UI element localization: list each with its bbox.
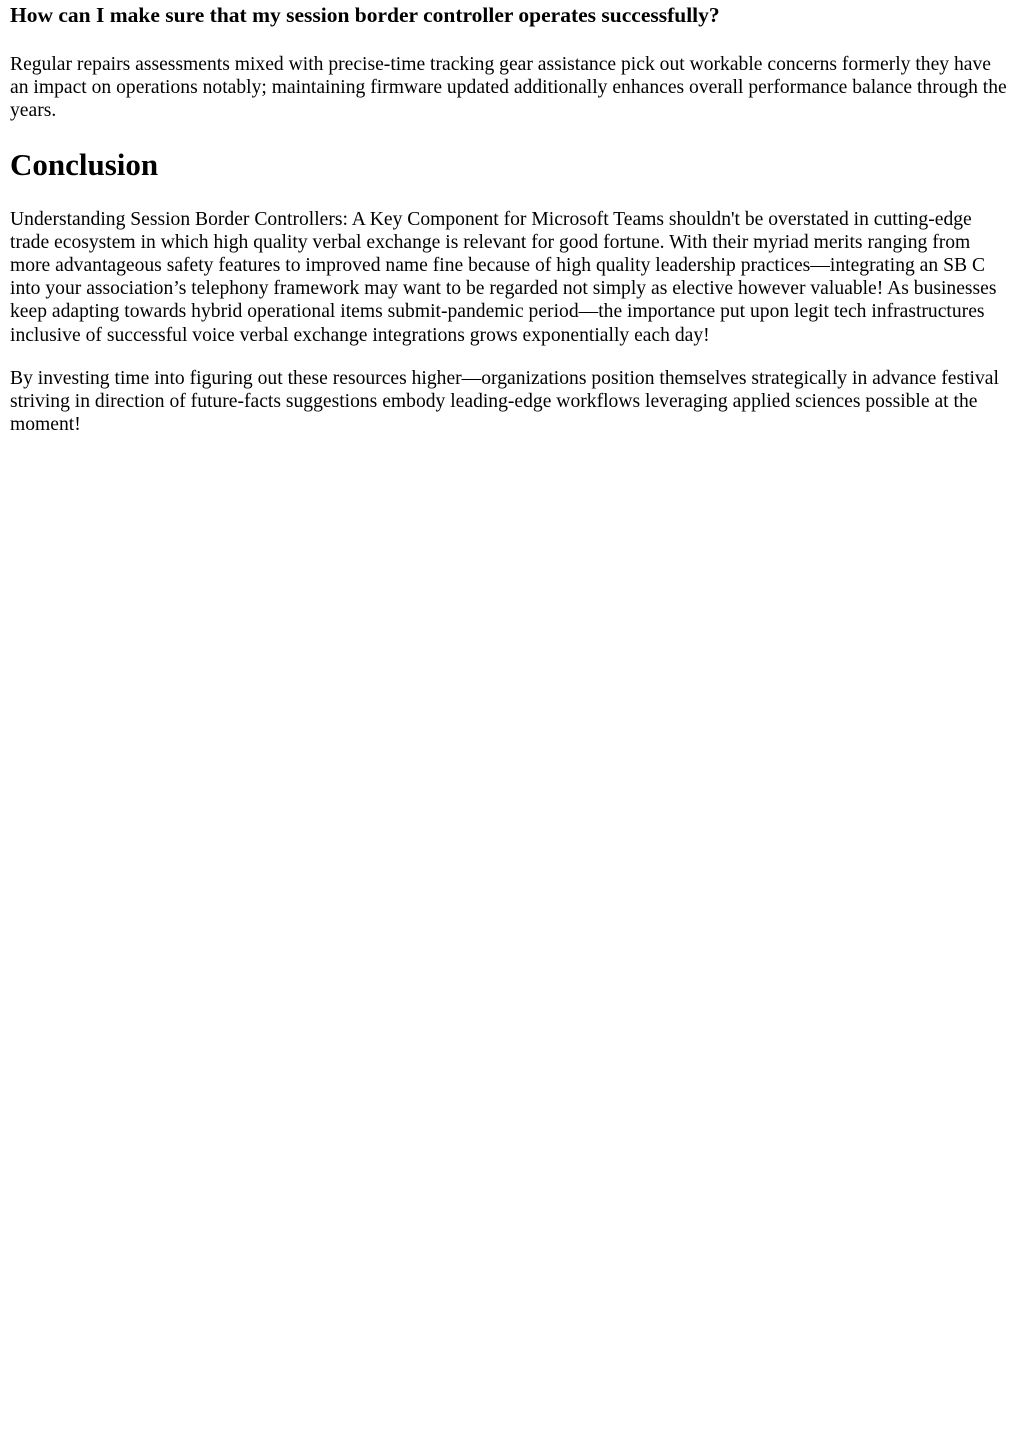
article-content (0, 0, 1024, 436)
conclusion-heading: Conclusion (10, 146, 159, 182)
conclusion-paragraph-2: By investing time into figuring out these resources higher—organizations position themselves strategically in advance festival striving in direction of future-facts suggestions embody leading-edge workflows leveraging applied sciences possible at the moment! (10, 367, 999, 436)
faq-heading: How can I make sure that my session border controller operates successfully? (10, 3, 720, 27)
faq-answer-paragraph: Regular repairs assessments mixed with precise-time tracking gear assistance pick out workable concerns formerly they have an impact on operations notably; maintaining firmware updated additionally enhances overall performance balance through the years. (10, 54, 1007, 122)
conclusion-paragraph-1: Understanding Session Border Controllers: A Key Component for Microsoft Teams shouldn't be overstated in cutting-edge trade ecosystem in which high quality verbal exchange is relevant for good fortune. With their myriad merits ranging from more advantageous safety features to improved name fine because of high quality leadership practices—integrating an SB C into your association’s telephony framework may want to be regarded not simply as elective however valuable! As businesses keep adapting towards hybrid operational items submit-pandemic period—the importance put upon legit tech infrastructures inclusive of successful voice verbal exchange integrations grows exponentially each day! (10, 208, 997, 346)
